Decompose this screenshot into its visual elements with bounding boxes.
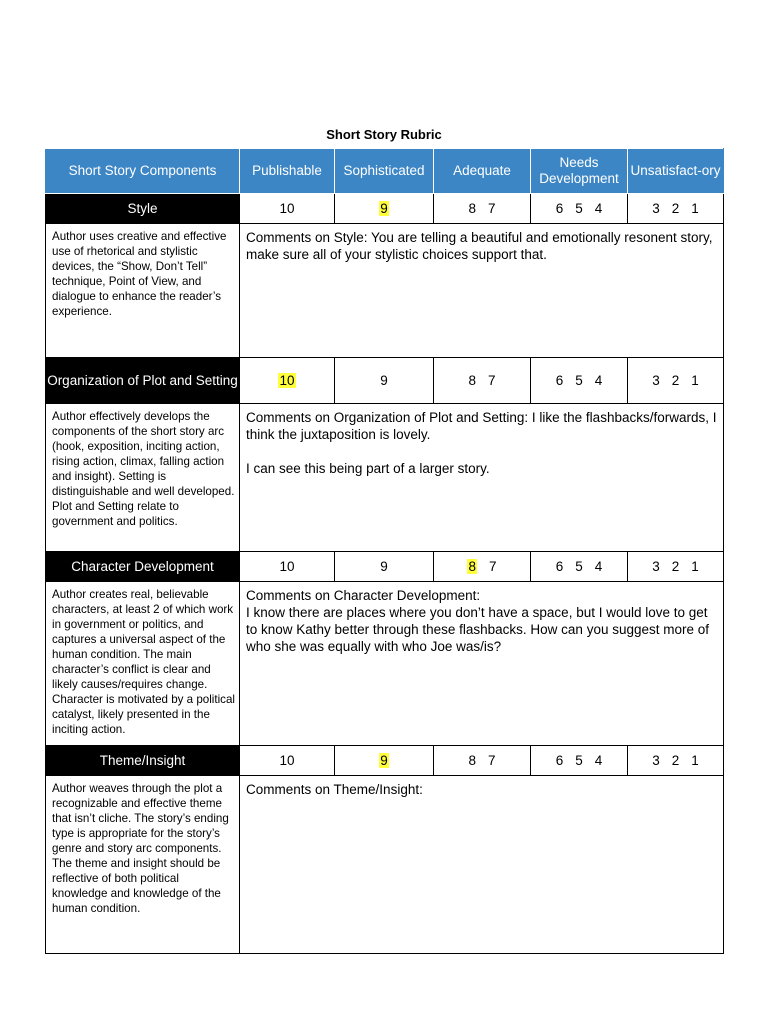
header-components: Short Story Components [46, 149, 240, 194]
header-sophisticated: Sophisticated [335, 149, 434, 194]
comment-text: Comments on Character Development: [246, 588, 481, 603]
score-row-style [46, 194, 724, 224]
score-value: 4 [594, 559, 603, 574]
score-cell-publishable [240, 552, 335, 582]
score-cell-adequate [434, 358, 531, 404]
score-cell-needs-development [531, 552, 628, 582]
score-cell-needs-development [531, 746, 628, 776]
score-value: 2 [671, 201, 680, 216]
score-cell-unsatisfactory [628, 552, 724, 582]
comment-text: I can see this being part of a larger story. [246, 461, 490, 476]
selected-score: 8 [468, 559, 476, 574]
detail-row-organization-of-plot-and-setting [46, 404, 724, 552]
component-description: Author weaves through the plot a recognizable and effective theme that isn’t cliche. The story’s ending type is appropriate for the story’s genre and story arc components. The theme and insight should be reflective of both political knowledge and knowledge of the human condition. [46, 776, 240, 954]
score-value: 2 [671, 559, 680, 574]
comment-box[interactable] [240, 404, 724, 552]
detail-row-theme-insight [46, 776, 724, 954]
score-cell-sophisticated [335, 746, 434, 776]
comment-text: Comments on Style: You are telling a beautiful and emotionally resonent story, make sure all of your stylistic choices support that. [246, 230, 717, 262]
header-publishable: Publishable [240, 149, 335, 194]
score-cell-adequate [434, 746, 531, 776]
score-cell-sophisticated [335, 552, 434, 582]
score-value: 7 [488, 753, 496, 768]
component-name: Theme/Insight [46, 746, 240, 776]
comment-box[interactable] [240, 224, 724, 358]
score-cell-needs-development [531, 358, 628, 404]
comment-box[interactable] [240, 776, 724, 954]
score-value: 6 [555, 753, 564, 768]
component-description: Author effectively develops the components of the short story arc (hook, exposition, inciting action, rising action, climax, falling action and insight). Setting is distinguishable and well developed. Plot and Setting relate to government and politics. [46, 404, 240, 552]
score-cell-publishable [240, 358, 335, 404]
score-value: 10 [279, 201, 295, 216]
score-value: 5 [575, 753, 583, 768]
score-value: 7 [488, 373, 496, 388]
score-value: 5 [575, 373, 583, 388]
score-cell-publishable [240, 194, 335, 224]
score-value: 1 [691, 201, 699, 216]
score-value: 8 [468, 753, 476, 768]
comment-text [246, 443, 717, 460]
score-value: 10 [279, 753, 295, 768]
score-cell-publishable [240, 746, 335, 776]
score-value: 4 [594, 201, 603, 216]
score-cell-unsatisfactory [628, 746, 724, 776]
score-row-character-development [46, 552, 724, 582]
score-value: 7 [489, 559, 497, 574]
score-cell-adequate [434, 552, 531, 582]
selected-score: 10 [279, 373, 295, 388]
score-row-theme-insight [46, 746, 724, 776]
score-value: 8 [468, 373, 476, 388]
detail-row-style [46, 224, 724, 358]
header-row [46, 149, 724, 194]
rubric-table [45, 148, 724, 954]
score-value: 2 [671, 373, 680, 388]
score-value: 6 [555, 201, 564, 216]
score-row-organization-of-plot-and-setting [46, 358, 724, 404]
comment-text: Comments on Theme/Insight: [246, 782, 423, 797]
score-value: 4 [594, 373, 603, 388]
score-value: 3 [652, 373, 660, 388]
component-name: Style [46, 194, 240, 224]
score-value: 4 [594, 753, 603, 768]
header-needs-development: Needs Development [531, 149, 628, 194]
score-value: 9 [380, 373, 388, 388]
comment-box[interactable] [240, 582, 724, 746]
score-value: 9 [380, 559, 388, 574]
header-unsatisfactory: Unsatisfact-ory [628, 149, 724, 194]
component-description: Author creates real, believable characters, at least 2 of which work in government or politics, and captures a universal aspect of the human condition. The main character’s conflict is clear and likely causes/requires change. Character is motivated by a political catalyst, likely presented in the inciting action. [46, 582, 240, 746]
selected-score: 9 [380, 201, 388, 216]
score-value: 1 [691, 373, 699, 388]
score-value: 6 [555, 373, 564, 388]
detail-row-character-development [46, 582, 724, 746]
selected-score: 9 [380, 753, 388, 768]
score-value: 10 [279, 559, 295, 574]
score-cell-unsatisfactory [628, 358, 724, 404]
score-cell-unsatisfactory [628, 194, 724, 224]
score-value: 6 [555, 559, 564, 574]
score-value: 2 [671, 753, 680, 768]
score-value: 3 [652, 201, 660, 216]
score-cell-sophisticated [335, 194, 434, 224]
score-value: 8 [468, 201, 476, 216]
rubric-title: Short Story Rubric [326, 127, 442, 142]
score-cell-sophisticated [335, 358, 434, 404]
component-name: Character Development [46, 552, 240, 582]
header-adequate: Adequate [434, 149, 531, 194]
component-description: Author uses creative and effective use of rhetorical and stylistic devices, the “Show, Don’t Tell” technique, Point of View, and dialogue to enhance the reader’s experience. [46, 224, 240, 358]
score-cell-adequate [434, 194, 531, 224]
comment-text: I know there are places where you don’t have a space, but I would love to get to know Kathy better through these flashbacks. How can you suggest more of who she was equally with who Joe was/is? [246, 605, 713, 654]
score-value: 5 [575, 201, 583, 216]
score-value: 1 [691, 559, 699, 574]
score-value: 7 [488, 201, 496, 216]
score-value: 3 [652, 559, 660, 574]
score-cell-needs-development [531, 194, 628, 224]
score-value: 5 [575, 559, 583, 574]
score-value: 1 [691, 753, 699, 768]
score-value: 3 [652, 753, 660, 768]
comment-text: Comments on Organization of Plot and Setting: I like the flashbacks/forwards, I think the juxtaposition is lovely. [246, 410, 721, 442]
component-name: Organization of Plot and Setting [46, 358, 240, 404]
